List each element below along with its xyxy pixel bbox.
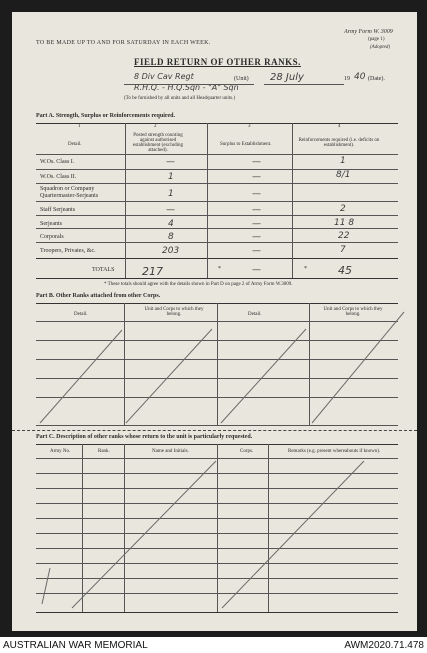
- part-a-row-surplus: —: [252, 246, 261, 256]
- part-c-title: Part C. Description of other ranks whose return to the unit is particularly requested.: [36, 434, 253, 440]
- part-b-header-detail-1: Detail.: [74, 312, 88, 317]
- part-a-row-label: Serjeants: [40, 221, 62, 227]
- totals-label: TOTALS: [92, 267, 115, 273]
- archive-name: AUSTRALIAN WAR MEMORIAL: [3, 640, 148, 651]
- part-a-row-posted: 1: [168, 189, 174, 199]
- part-a-row-reinf: 7: [340, 245, 346, 255]
- part-a-row-reinf: 2: [340, 204, 346, 214]
- part-a-row-label: Staff Serjeants: [40, 207, 76, 213]
- adopted-note: (Adopted): [370, 45, 390, 50]
- part-a-header-detail: Detail.: [68, 142, 82, 147]
- part-a-row-surplus: —: [252, 189, 261, 199]
- part-a-row-label: W.Os. Class II.: [40, 174, 77, 180]
- part-a-colnum-1: 1: [78, 124, 81, 129]
- part-b-strike-1: [40, 330, 122, 423]
- totals-asterisk: *: [304, 266, 307, 272]
- part-c-header-name: Name and Initials.: [152, 449, 189, 454]
- part-a-row-reinf: 8/1: [336, 170, 351, 180]
- unit-handwritten: 8 Div Cav Regt: [134, 72, 194, 81]
- part-a-row-posted: 1: [168, 172, 174, 182]
- year-handwritten: 40: [354, 72, 366, 82]
- unit-label: (Unit): [234, 76, 249, 82]
- totals-surplus: —: [252, 265, 261, 275]
- part-b-header-detail-2: Detail.: [248, 312, 262, 317]
- part-c-header-armyno: Army No.: [50, 449, 71, 454]
- part-a-row-reinf: 22: [338, 231, 350, 241]
- part-a-row-surplus: —: [252, 205, 261, 215]
- archive-footer: [0, 637, 427, 653]
- part-a-header-posted: Posted strength counting against authorised establishment (excluding attached).: [132, 133, 184, 153]
- top-instruction: TO BE MADE UP TO AND FOR SATURDAY IN EACH WEEK.: [36, 40, 211, 46]
- part-a-row-label: Corporals: [40, 234, 64, 240]
- part-c-strike-3: [42, 568, 50, 604]
- part-a-footnote: * These totals should agree with the details shown in Part D on page 2 of Army Form W.3009.: [104, 282, 293, 287]
- page-note: (page 1): [368, 37, 385, 42]
- part-a-row-reinf: 1: [340, 156, 346, 166]
- part-a-row-surplus: —: [252, 219, 261, 229]
- part-a-row-posted: —: [166, 157, 175, 167]
- form-title: FIELD RETURN OF OTHER RANKS.: [134, 57, 301, 67]
- part-b-header-unit-2: Unit and Corps to which they belong.: [323, 307, 383, 317]
- part-c-header-corps: Corps.: [240, 449, 254, 454]
- part-b-title: Part B. Other Ranks attached from other Corps.: [36, 293, 161, 299]
- archive-ref: AWM2020.71.478: [344, 640, 424, 651]
- part-b-header-unit-1: Unit and Corps to which they belong.: [144, 307, 204, 317]
- form-sheet: [12, 12, 417, 631]
- part-a-row-surplus: —: [252, 157, 261, 167]
- totals-asterisk: *: [218, 266, 221, 272]
- part-a-row-surplus: —: [252, 172, 261, 182]
- part-c-strike-1: [72, 461, 216, 608]
- part-a-header-surplus: Surplus to Establishment.: [220, 142, 272, 147]
- part-a-colnum-4: 4: [338, 124, 341, 129]
- part-a-header-reinf: Reinforcements required (i.e. deficits on establishment).: [298, 138, 380, 148]
- nil-strike-lines: [12, 12, 417, 631]
- date-handwritten: 28 July: [270, 72, 304, 83]
- part-b-strike-4: [312, 312, 404, 423]
- part-a-row-label: Squadron or Company Quartermaster-Serjeants: [40, 186, 99, 199]
- part-a-title: Part A. Strength, Surplus or Reinforcements required.: [36, 113, 175, 119]
- part-c-strike-2: [222, 461, 364, 608]
- part-a-colnum-2: 2: [154, 124, 157, 129]
- part-a-row-label: W.Os. Class I.: [40, 159, 75, 165]
- date-label: (Date).: [368, 76, 385, 82]
- date-prefix: 19: [344, 76, 350, 82]
- part-a-row-posted: 203: [162, 246, 180, 256]
- part-b-strike-3: [221, 329, 306, 423]
- part-a-row-label: Troopers, Privates, &c.: [40, 248, 96, 254]
- part-a-row-posted: 4: [168, 219, 174, 229]
- part-c-header-remarks: Remarks (e.g. present whereabouts if known).: [288, 449, 381, 454]
- totals-reinf: 45: [338, 264, 352, 277]
- totals-posted: 217: [142, 265, 163, 278]
- furnish-note: (To be furnished by all units and all Headquarter units.): [124, 96, 236, 101]
- part-b-strike-2: [126, 329, 212, 423]
- form-id: Army Form W. 3009: [344, 29, 393, 35]
- part-a-row-reinf: 11 8: [334, 218, 355, 228]
- unit-handwritten-2: R.H.Q. - H.Q.Sqn - "A" Sqn: [134, 83, 239, 92]
- part-a-row-surplus: —: [252, 232, 261, 242]
- part-a-row-posted: —: [166, 205, 175, 215]
- part-c-header-rank: Rank.: [98, 449, 110, 454]
- part-a-colnum-3: 3: [248, 124, 251, 129]
- part-a-row-posted: 8: [168, 232, 174, 242]
